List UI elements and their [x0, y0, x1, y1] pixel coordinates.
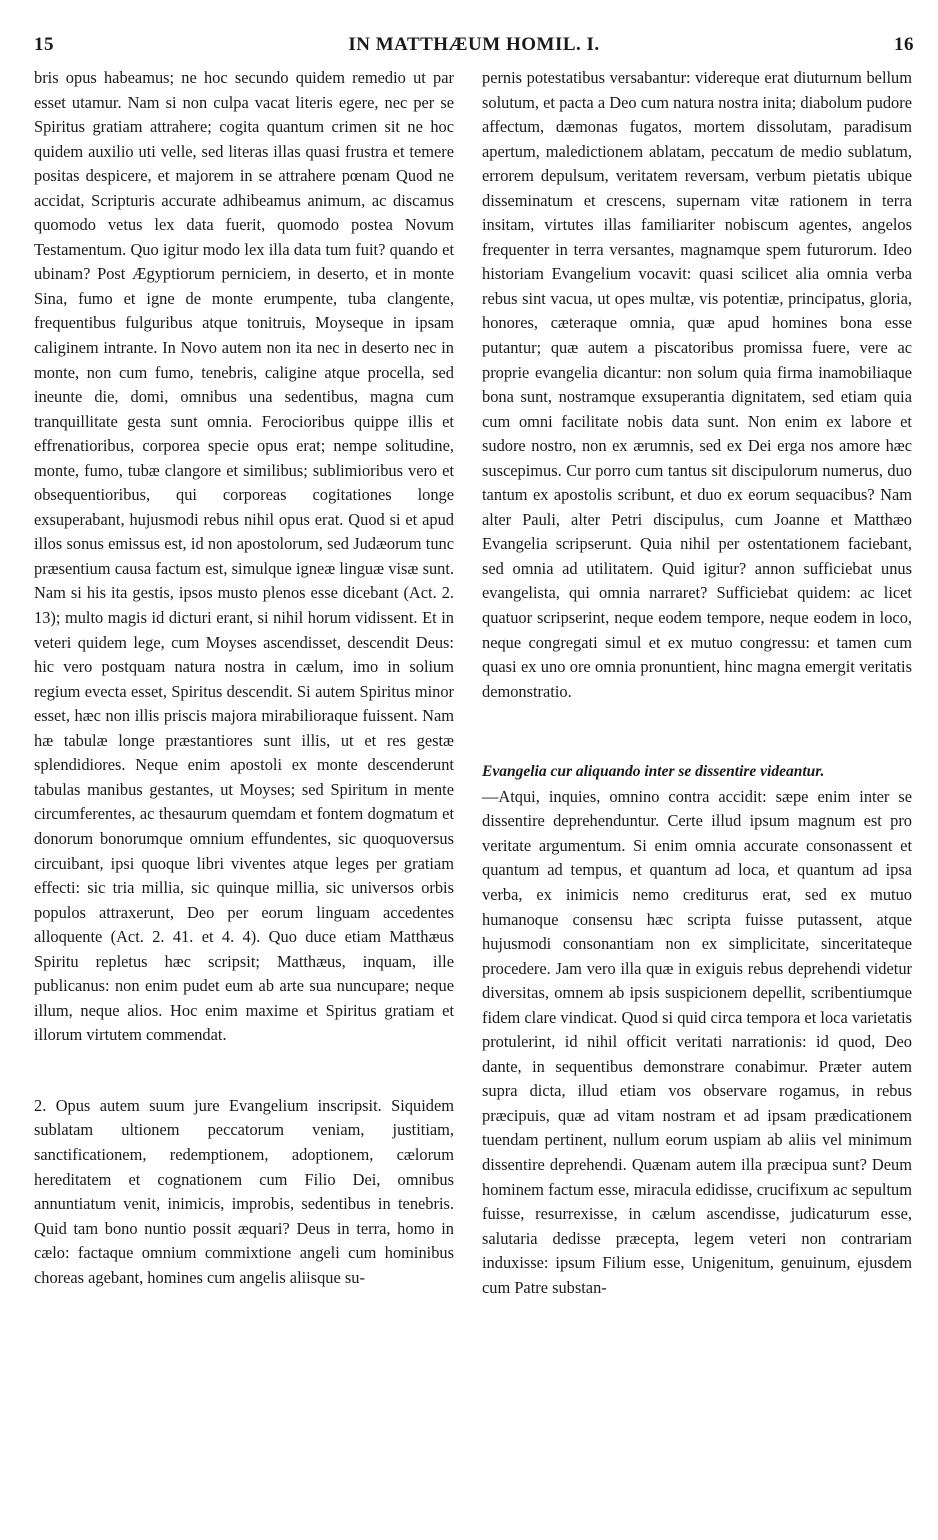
left-paragraph-1: bris opus habeamus; ne hoc secundo quidem remedio ut par esset utamur. Nam si non culpa vacat literis egere, nec per se Spiritus gratiam attrahere; cogita quantum crimen sit ne hoc quidem auxilio uti velle, sed literas illas quasi frustra et temere positas despicere, et majorem in se attrahere pœnam Quod ne accidat, Scripturis accurate adhibeamus animum, ac discamus quomodo vetus lex data fuerit, quomodo postea Novum Testamentum. Quo igitur modo lex illa data tum fuit? quando et ubinam? Post Ægyptiorum perniciem, in deserto, et in monte Sina, fumo et igne de monte erumpente, tuba clangente, frequentibus fulguribus atque tonitruis, Moyseque in ipsam caliginem intrante. In Novo autem non ita nec in deserto nec in monte, non cum fumo, tenebris, caligine atque procella, sed ineunte die, domi, omnibus una sedentibus, magna cum tranquillitate gesta sunt omnia. Ferocioribus quippe illis et effrenatioribus, corporea specie opus erat; nempe solitudine, monte, fumo, tubæ clangore et similibus; sublimioribus vero et obsequentioribus, qui corporeas cogitationes longe exsuperabant, hujusmodi rebus nihil opus erat. Quod si et apud illos sonus emissus est, id non apostolorum, sed Judæorum tunc præsentium causa factum est, simulque igneæ linguæ visæ sunt. Nam si his ita gestis, ipsos musto plenos esse dicebant (Act. 2. 13); multo magis id dicturi erant, si nihil horum vidissent. Et in veteri quidem lege, cum Moyses ascendisset, descendit Deus: hic vero postquam natura nostra in cælum, imo in solium regium evecta esset, Spiritus descendit. Si autem Spiritus minor esset, hæc non illis priscis majora mirabilioraque fuissent. Nam hæ tabulæ longe præstantiores sunt illis, ut et res gestæ splendidiores. Neque enim apostoli ex monte descenderunt tabulas manibus gestantes, ut Moyses; sed Spiritum in mente circumferentes, ac thesaurum quemdam et fontem dogmatum et donorum bonorumque omnium effundentes, sic quoquoversus circuibant, ipsi quoque libri viventes atque leges per gratiam effecti: sic tria millia, sic quinque millia, sic universos orbis populos attraxerunt, Deo per eorum linguam accedentes alloquente (Act. 2. 41. et 4. 4). Quo duce etiam Matthæus Spiritu repletus hæc scripsit; Matthæus, inquam, ille publicanus: non enim pudet eum ab arte sua nuncupare; neque illum, neque alios. Hoc enim maxime et Spiritus gratiam et illorum virtutem commendat. [34, 68, 454, 1045]
left-column [34, 66, 454, 1290]
right-paragraph-2: —Atqui, inquies, omnino contra accidit: sæpe enim inter se dissentire deprehenduntur. Certe illud ipsum magnum est pro veritate argumentum. Si enim omnia accurate consonassent et quantum ad tempus, et quantum ad loca, et quantum ad ipsa verba, ex inimicis nemo crediturus erat, sed ex mutuo humanoque consensu hæc scripta fuisse putassent, atque hujusmodi consonantiam non ex simplicitate, sinceritateque procedere. Jam vero illa quæ in exiguis rebus deprehendi videtur diversitas, omnem ab ipsis suspicionem depellit, scribentiumque fidem clare vindicat. Quod si quid circa tempora et loca varietatis protulerint, id nihil officit veritati narrationis: id quod, Deo dante, in sequentibus demonstrare conabimur. Præter autem supra dicta, illud etiam vos observare rogamus, in rebus præcipuis, quæ ad vitam nostram et ad ipsam prædicationem tuendam pertinent, nullum eorum uspiam ab aliis vel minimum dissentire deprehendi. Quænam autem illa præcipua sunt? Deum hominem factum esse, miracula edidisse, crucifixum ac sepultum fuisse, resurrexisse, in cælum ascendisse, judicaturum esse, salutaria dedisse præcepta, legem veteri non contrariam induxisse: ipsum Filium esse, Unigenitum, genuinum, ejusdem cum Patre substan- [482, 786, 912, 1297]
right-column [482, 66, 912, 1300]
running-header [34, 34, 914, 58]
side-heading: Evangelia cur aliquando inter se dissentire videantur. [482, 763, 825, 781]
running-title: IN MATTHÆUM HOMIL. I. [348, 34, 600, 55]
left-paragraph-2: 2. Opus autem suum jure Evangelium inscripsit. Siquidem sublatam ultionem peccatorum veniam, justitiam, sanctificationem, redemptionem, adoptionem, cælorum hereditatem et cognationem cum Filio Dei, omnibus annuntiatum venit, inimicis, improbis, sedentibus in tenebris. Quid tam bono nuntio possit æquari? Deus in terra, homo in cælo: factaque omnium commixtione angeli cum hominibus choreas agebant, homines cum angelis aliisque su- [34, 1095, 454, 1287]
page-number-left: 15 [34, 34, 54, 55]
page-number-right: 16 [894, 34, 914, 55]
right-paragraph-1: pernis potestatibus versabantur: videreque erat diuturnum bellum solutum, et pacta a Deo cum natura nostra inita; diabolum pudore affectum, dæmonas fugatos, mortem dissolutam, paradisum apertum, maledictionem ablatam, peccatum de medio sublatum, errorem depulsum, veritatem reversam, verbum pietatis ubique disseminatum et crescens, supernam vitæ rationem in terra insitam, virtutes illas familiariter nobiscum agentes, angelos frequenter in terra versantes, magnamque spem futurorum. Ideo historiam Evangelium vocavit: quasi scilicet alia omnia verba rebus sint vacua, ut opes multæ, vis potentiæ, principatus, gloria, honores, cæteraque omnia, quæ apud homines bona esse putantur; quæ autem a piscatoribus promissa fuere, vere ac proprie evangelia dicantur: non solum quia firma inamobiliaque bona sunt, nostramque exsuperantia dignitatem, sed etiam quia cum omni facilitate nobis data sunt. Non enim ex labore et sudore nostro, non ex ærumnis, sed ex Dei erga nos amore hæc suscepimus. Cur porro cum tantus sit discipulorum numerus, duo tantum ex apostolis scribunt, et duo ex eorum sequacibus? Nam alter Pauli, alter Petri discipulus, cum Joanne et Matthæo Evangelia scripserunt. Quia nihil per ostentationem faciebant, sed omnia ad utilitatem. Quid igitur? annon sufficiebat unus evangelista, qui omnia narraret? Sufficiebat quidem: ac licet quatuor scripserint, neque eodem tempore, neque eodem in loco, neque congregati simul et ex mutuo congressu: et tamen cum quasi ex uno ore omnia pronuntient, hinc magna emergit veritatis demonstratio. [482, 68, 912, 701]
